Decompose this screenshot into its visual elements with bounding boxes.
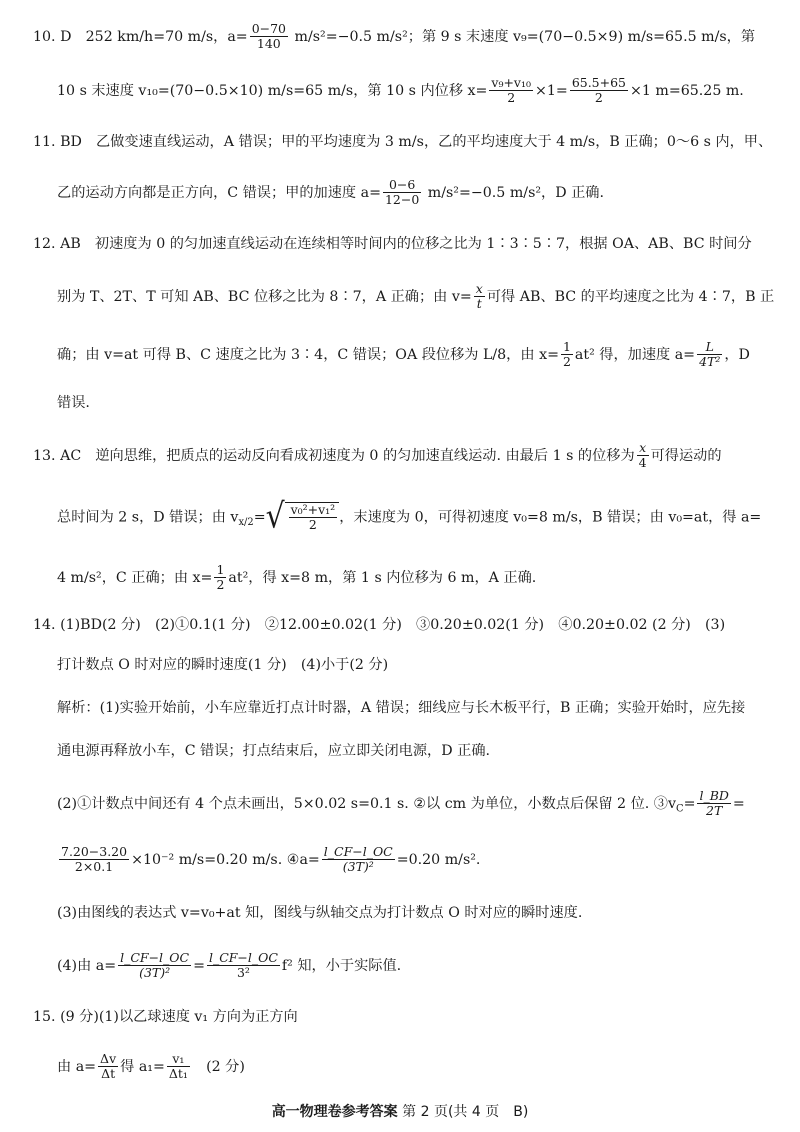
fraction	[489, 76, 533, 106]
fraction-numerator: Δv	[100, 1051, 117, 1066]
footer-page-number: 第 2 页(共 4 页 B)	[402, 1104, 529, 1120]
fraction-denominator: 2×0.1	[74, 859, 114, 875]
text: 可得运动的	[650, 447, 722, 464]
fraction-denominator: 2	[308, 517, 317, 533]
fraction	[697, 340, 722, 370]
text: 10 s 末速度 v₁₀=(70−0.5×10) m/s=65 m/s，第 10 s 内位移 x=	[57, 82, 488, 99]
footer-title: 高一物理卷参考答案	[271, 1104, 398, 1120]
fraction-denominator: 4T²	[699, 354, 721, 370]
text: =	[193, 957, 205, 974]
fraction	[322, 845, 395, 875]
text: (2 分)	[191, 1058, 245, 1075]
text: 总时间为 2 s，D 错误；由 v	[57, 509, 239, 526]
q14-line-7	[57, 905, 780, 923]
fraction	[289, 503, 338, 533]
fraction	[637, 441, 649, 471]
fraction	[250, 22, 288, 52]
text: 得 a₁=	[120, 1058, 165, 1075]
text: 11. BD 乙做变速直线运动，A 错误；甲的平均速度为 3 m/s，乙的平均速度大于 4 m/s，B 正确；0～6 s 内，甲、	[33, 134, 773, 150]
fraction-numerator: 0−70	[251, 21, 286, 36]
fraction	[561, 340, 573, 370]
fraction-denominator: t	[476, 296, 482, 312]
fraction	[98, 1052, 118, 1082]
fraction-numerator: L	[697, 340, 722, 355]
q14-line-3	[57, 700, 780, 718]
text: =0.20 m/s².	[396, 851, 481, 868]
fraction-denominator: (3T)²	[342, 859, 374, 875]
q14-line-8	[57, 951, 780, 981]
fraction-denominator: 4	[638, 455, 647, 471]
text: 别为 T、2T、T 可知 AB、BC 位移之比为 8∶7，A 正确；由 v=	[57, 288, 472, 305]
text: =	[683, 795, 696, 812]
fraction	[214, 563, 226, 593]
text: ×1 m=65.25 m.	[629, 82, 744, 99]
text: 由 a=	[57, 1058, 97, 1075]
fraction-numerator: 65.5+65	[571, 75, 626, 90]
text: 错误.	[57, 395, 90, 411]
q11-line-1	[33, 134, 780, 152]
text: ，D	[724, 346, 750, 363]
fraction-numerator: 1	[216, 562, 225, 577]
q12-line-3	[57, 340, 780, 370]
fraction-numerator: 1	[562, 339, 571, 354]
text: m/s²=−0.5 m/s²；第 9 s 末速度 v₉=(70−0.5×9) m/s=65.5 m/s，第	[290, 28, 756, 45]
text: 通电源再释放小车，C 错误；打点结束后，应立即关闭电源，D 正确.	[57, 743, 491, 759]
text: 12. AB 初速度为 0 的匀加速直线运动在连续相等时间内的位移之比为 1∶3∶5∶7，根据 OA、AB、BC 时间分	[33, 236, 752, 252]
subscript: x/2	[238, 517, 254, 529]
square-root	[265, 496, 340, 538]
fraction-denominator: Δt	[101, 1066, 116, 1082]
q14-line-2	[57, 657, 780, 675]
q14-line-6	[57, 845, 780, 875]
text: at² 得，加速度 a=	[574, 346, 696, 363]
text: at²，得 x=8 m，第 1 s 内位移为 6 m，A 正确.	[228, 569, 537, 586]
q14-line-1	[33, 617, 780, 635]
text: (2)①计数点中间还有 4 个点未画出，5×0.02 s=0.1 s. ②以 cm 为单位，小数点后保留 2 位. ③v	[57, 795, 676, 812]
fraction-numerator: x	[637, 441, 649, 456]
text: 解析：(1)实验开始前，小车应靠近打点计时器，A 错误；细线应与长木板平行，B 正确；实验开始时，应先接	[57, 700, 746, 716]
fraction-denominator: 2T	[706, 803, 723, 819]
q10-line-2	[57, 76, 780, 106]
q13-line-1	[33, 441, 780, 471]
fraction-denominator: 2	[216, 577, 225, 593]
fraction-denominator: (3T)²	[139, 965, 171, 981]
text: ×1=	[535, 82, 568, 99]
fraction	[207, 951, 280, 981]
fraction-denominator: 3²	[236, 965, 250, 981]
page-footer	[0, 1101, 800, 1121]
text: 14. (1)BD(2 分) (2)①0.1(1 分) ②12.00±0.02(1 分) ③0.20±0.02(1 分) ④0.20±0.02 (2 分) (3)	[33, 617, 726, 633]
fraction-numerator: 7.20−3.20	[61, 844, 128, 859]
q14-line-4	[57, 743, 780, 761]
fraction	[167, 1052, 190, 1082]
q15-line-2	[57, 1052, 780, 1082]
q13-line-2	[57, 496, 780, 538]
subscript: C	[675, 803, 684, 815]
text: 4 m/s²，C 正确；由 x=	[57, 569, 213, 586]
q12-line-1	[33, 236, 780, 254]
text: (3)由图线的表达式 v=v₀+at 知，图线与纵轴交点为打计数点 O 时对应的瞬时速度.	[57, 905, 583, 921]
q14-line-5	[57, 789, 780, 819]
text: f² 知，小于实际值.	[281, 957, 402, 974]
radical-sign: √	[265, 496, 285, 538]
text: 乙的运动方向都是正方向，C 错误；甲的加速度 a=	[57, 184, 381, 201]
fraction-numerator: v₉+v₁₀	[491, 75, 531, 90]
q13-line-3	[57, 563, 780, 593]
q11-line-2	[57, 178, 780, 208]
text: ×10⁻² m/s=0.20 m/s. ④a=	[131, 851, 320, 868]
fraction-numerator: v₀²+v₁²	[290, 502, 336, 517]
fraction-numerator: l_CF−l_OC	[120, 950, 190, 965]
fraction-denominator: 2	[562, 354, 571, 370]
fraction	[118, 951, 191, 981]
fraction	[570, 76, 628, 106]
fraction-numerator: l_CF−l_OC	[323, 844, 393, 859]
fraction	[59, 845, 129, 875]
fraction	[697, 789, 730, 819]
text: 15. (9 分)(1)以乙球速度 v₁ 方向为正方向	[33, 1009, 298, 1025]
fraction	[383, 178, 421, 208]
fraction-denominator: 140	[256, 36, 281, 52]
text: 可得 AB、BC 的平均速度之比为 4∶7，B 正	[486, 288, 775, 305]
q12-line-2	[57, 282, 780, 312]
fraction-denominator: 2	[594, 90, 603, 106]
text: 确；由 v=at 可得 B、C 速度之比为 3∶4，C 错误；OA 段位移为 L/8，由 x=	[57, 346, 559, 363]
q10-line-1	[33, 22, 780, 52]
q15-line-1	[33, 1009, 780, 1027]
q12-line-4	[57, 395, 780, 413]
text: ，末速度为 0，可得初速度 v₀=8 m/s，B 错误；由 v₀=at，得 a=	[339, 509, 762, 526]
text: 10. D 252 km/h=70 m/s，a=	[33, 28, 248, 45]
fraction-denominator: Δt₁	[168, 1066, 188, 1082]
text: 打计数点 O 时对应的瞬时速度(1 分) (4)小于(2 分)	[57, 657, 389, 673]
fraction-numerator: v₁	[167, 1052, 190, 1067]
text: =	[253, 509, 266, 526]
text: (4)由 a=	[57, 957, 117, 974]
fraction-numerator: 0−6	[383, 178, 421, 193]
fraction-numerator: l_CF−l_OC	[208, 950, 278, 965]
fraction	[474, 282, 485, 312]
fraction-numerator: l_BD	[699, 788, 729, 803]
fraction-numerator: x	[475, 281, 483, 296]
text: m/s²=−0.5 m/s²，D 正确.	[423, 184, 604, 201]
text: 13. AC 逆向思维，把质点的运动反向看成初速度为 0 的匀加速直线运动. 由最后 1 s 的位移为	[33, 447, 635, 464]
text: =	[732, 795, 745, 812]
fraction-denominator: 2	[507, 90, 516, 106]
fraction-denominator: 12−0	[384, 192, 420, 208]
radicand	[285, 502, 340, 533]
